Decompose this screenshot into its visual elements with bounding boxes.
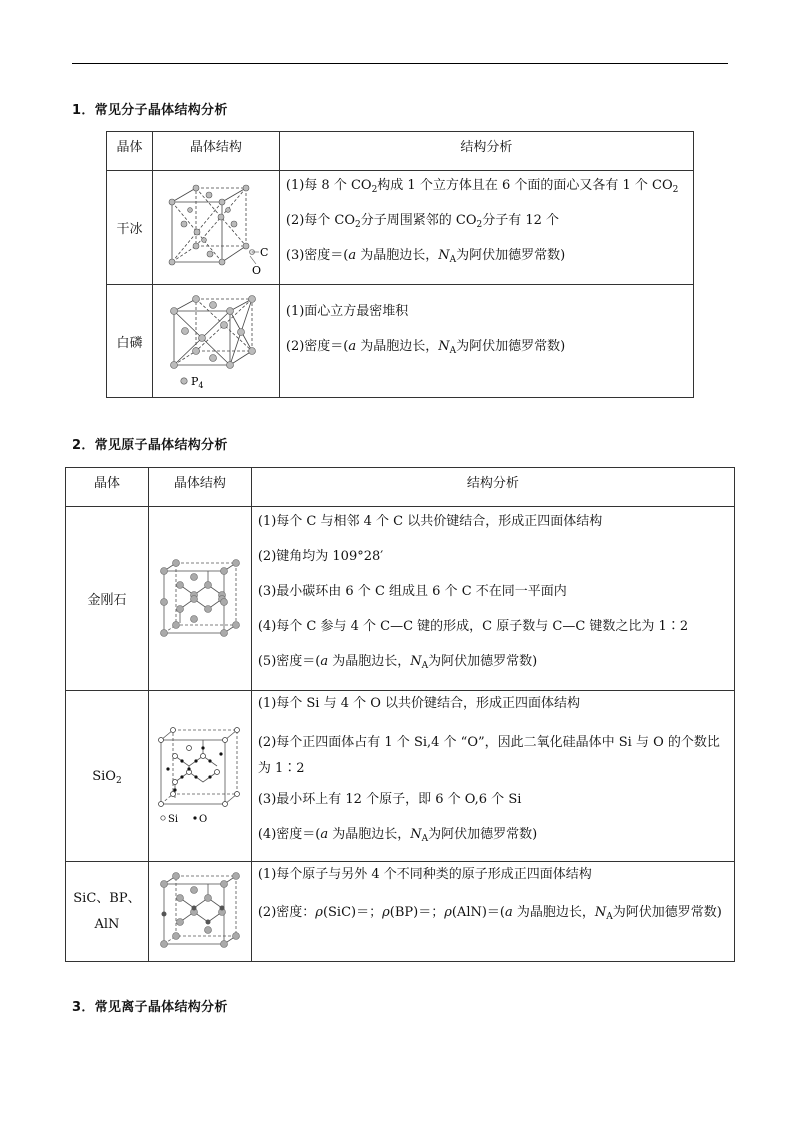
header-analysis: 结构分析 (251, 468, 734, 507)
section-1-heading: 1．常见分子晶体结构分析 (72, 103, 228, 118)
analysis-line-2: (2)密度＝(a 为晶胞边长，$N_A$为阿伏加德罗常数) (285, 339, 566, 356)
dry-ice-cell-diagram (160, 180, 272, 276)
table-row-sic (66, 862, 735, 962)
sio2-analysis (251, 691, 734, 862)
table-row-white-phosphorus (107, 285, 694, 398)
header-crystal: 晶体 (66, 468, 149, 507)
analysis-line-4: (4)密度＝(a 为晶胞边长，$N_A$为阿伏加德罗常数) (257, 827, 538, 844)
dry-ice-analysis (279, 171, 693, 285)
white-phosphorus-analysis (279, 285, 693, 398)
sic-analysis (251, 862, 734, 962)
analysis-line-5: (5)密度＝(a 为晶胞边长，$N_A$为阿伏加德罗常数) (257, 654, 538, 671)
crystal-name: SiO$_2$ (66, 691, 149, 862)
section-3-heading: 3．常见离子晶体结构分析 (72, 1000, 228, 1015)
table-header-row (66, 468, 735, 507)
dry-ice-structure-figure (152, 171, 279, 285)
analysis-line-1: (1)每个 Si 与 4 个 O 以共价键结合，形成正四面体结构 (257, 696, 581, 711)
analysis-line-3: (3)密度＝(a 为晶胞边长，$N_A$为阿伏加德罗常数) (285, 248, 566, 265)
analysis-line-1: (1)每 8 个 $CO_2$构成 1 个立方体且在 6 个面的面心又各有 1 个 $CO_2$ (285, 178, 679, 195)
crystal-name: SiC、BP、 AlN (66, 862, 149, 962)
analysis-line-1: (1)每个原子与另外 4 个不同种类的原子形成正四面体结构 (257, 867, 592, 882)
analysis-line-3: (3)最小碳环由 6 个 C 组成且 6 个 C 不在同一平面内 (257, 584, 567, 599)
sio2-cell-diagram (155, 726, 245, 826)
legend-p4-label: $P_4$ (190, 375, 204, 389)
analysis-line-2: (2)每个 $CO_2$分子周围紧邻的 $CO_2$分子有 12 个 (285, 213, 560, 230)
legend-oxygen-label: O (251, 263, 261, 276)
analysis-line-4: (4)每个 C 参与 4 个 C—C 键的形成，C 原子数与 C—C 键数之比为 1∶2 (257, 619, 689, 634)
table-row-dry-ice (107, 171, 694, 285)
analysis-line-1: (1)每个 C 与相邻 4 个 C 以共价键结合，形成正四面体结构 (257, 514, 603, 529)
crystal-name: 金刚石 (66, 507, 149, 691)
sic-cell-diagram (158, 872, 242, 952)
analysis-line-3: (3)最小环上有 12 个原子，即 6 个 O,6 个 Si (257, 792, 522, 807)
table-header-row (107, 132, 694, 171)
diamond-cell-diagram (158, 557, 242, 641)
analysis-line-1: (1)面心立方最密堆积 (285, 304, 409, 319)
molecular-crystal-table (106, 131, 694, 398)
table-row-sio2 (66, 691, 735, 862)
crystal-name: 干冰 (107, 171, 153, 285)
diamond-structure-figure (148, 507, 251, 691)
header-crystal: 晶体 (107, 132, 153, 171)
table-row-diamond (66, 507, 735, 691)
white-phosphorus-cell-diagram (160, 293, 272, 389)
diamond-analysis (251, 507, 734, 691)
analysis-line-2: (2)键角均为 109°28′ (257, 549, 384, 564)
legend-o-label: O (198, 814, 208, 825)
header-structure: 晶体结构 (152, 132, 279, 171)
analysis-line-2: (2)每个正四面体占有 1 个 Si,4 个 “O”，因此二氧化硅晶体中 Si 与 O 的个数比为 1∶2 (257, 735, 720, 776)
analysis-line-2: (2)密度：ρ(SiC)＝；ρ(BP)＝；ρ(AlN)＝(a 为晶胞边长，$N_A$为阿伏加德罗常数) (257, 905, 722, 922)
white-phosphorus-structure-figure (152, 285, 279, 398)
legend-si-label: Si (167, 814, 178, 825)
atomic-crystal-table (65, 467, 735, 962)
sio2-structure-figure (148, 691, 251, 862)
crystal-name: 白磷 (107, 285, 153, 398)
section-2-heading: 2．常见原子晶体结构分析 (72, 438, 228, 453)
header-rule (72, 63, 728, 64)
sic-structure-figure (148, 862, 251, 962)
legend-carbon-label: C (259, 245, 269, 259)
header-analysis: 结构分析 (279, 132, 693, 171)
header-structure: 晶体结构 (148, 468, 251, 507)
